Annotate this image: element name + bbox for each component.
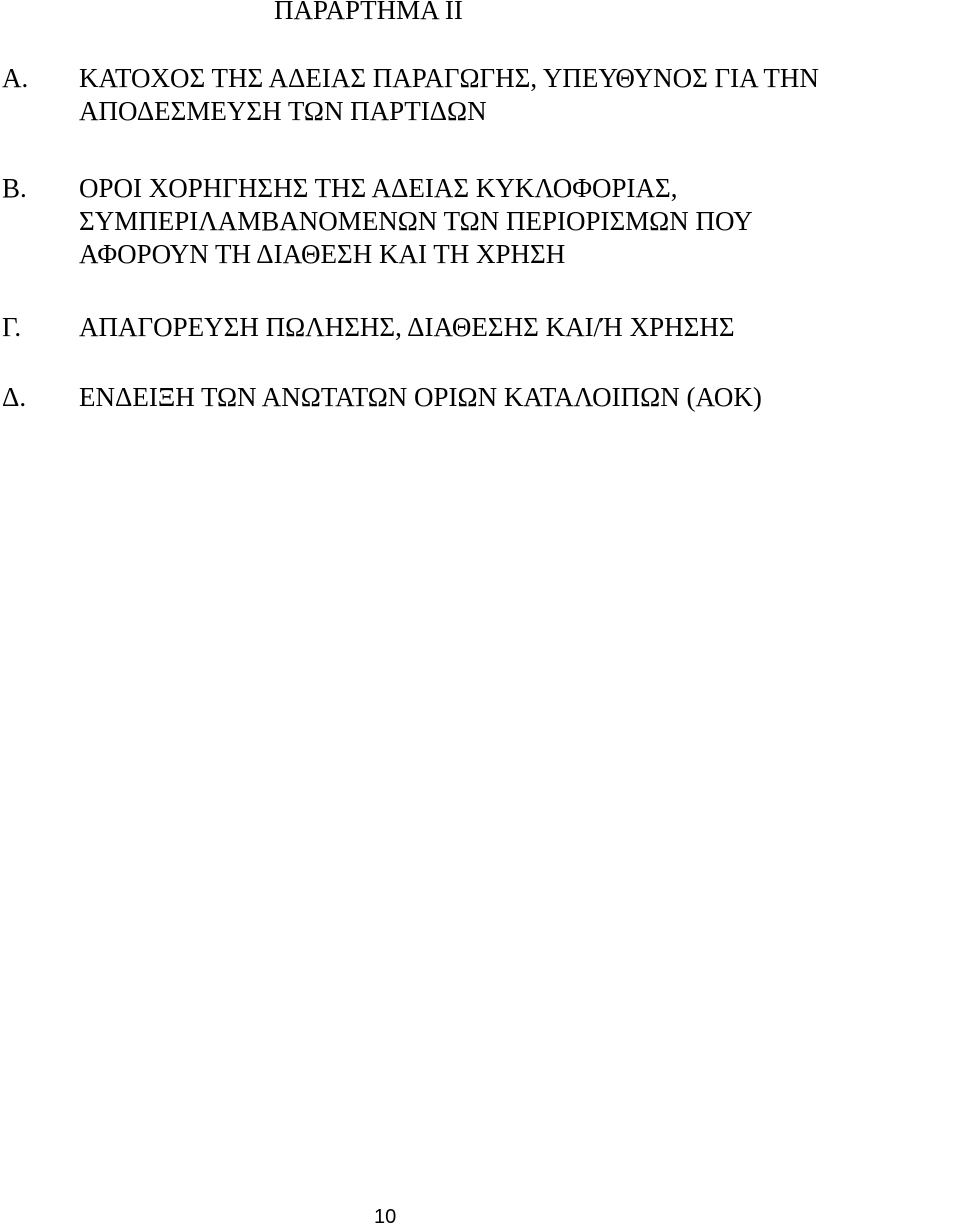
section-letter: Β. <box>2 173 27 203</box>
section-heading-line: ΑΠΟΔΕΣΜΕΥΣΗ ΤΩΝ ΠΑΡΤΙΔΩΝ <box>79 96 487 126</box>
page-number: 10 <box>374 1206 397 1228</box>
section-heading <box>79 172 954 271</box>
section-letter: Α. <box>2 63 29 93</box>
section-heading-line: ΑΠΑΓΟΡΕΥΣΗ ΠΩΛΗΣΗΣ, ΔΙΑΘΕΣΗΣ ΚΑΙ/Ή ΧΡΗΣΗΣ <box>79 312 735 342</box>
section-letter: Δ. <box>2 382 27 412</box>
section-heading <box>79 62 954 128</box>
section-heading-line: ΕΝΔΕΙΞΗ ΤΩΝ ΑΝΩΤΑΤΩΝ ΟΡΙΩΝ ΚΑΤΑΛΟΙΠΩΝ (ΑΟΚ) <box>79 382 762 412</box>
section-heading-line: ΑΦΟΡΟΥΝ ΤΗ ΔΙΑΘΕΣΗ ΚΑΙ ΤΗ ΧΡΗΣΗ <box>79 239 566 269</box>
annex-title: ΠΑΡΑΡΤΗΜΑ ΙΙ <box>274 0 463 25</box>
section-heading <box>79 381 954 414</box>
section-heading-line: ΚΑΤΟΧΟΣ ΤΗΣ ΑΔΕΙΑΣ ΠΑΡΑΓΩΓΗΣ, ΥΠΕΥΘΥΝΟΣ ΓΙΑ ΤΗΝ <box>79 63 819 93</box>
section-heading-line: ΣΥΜΠΕΡΙΛΑΜΒΑΝΟΜΕΝΩΝ ΤΩΝ ΠΕΡΙΟΡΙΣΜΩΝ ΠΟΥ <box>79 206 753 236</box>
section-heading-line: ΟΡΟΙ ΧΟΡΗΓΗΣΗΣ ΤΗΣ ΑΔΕΙΑΣ ΚΥΚΛΟΦΟΡΙΑΣ, <box>79 173 678 203</box>
section-letter: Γ. <box>2 312 22 342</box>
section-heading <box>79 311 954 344</box>
